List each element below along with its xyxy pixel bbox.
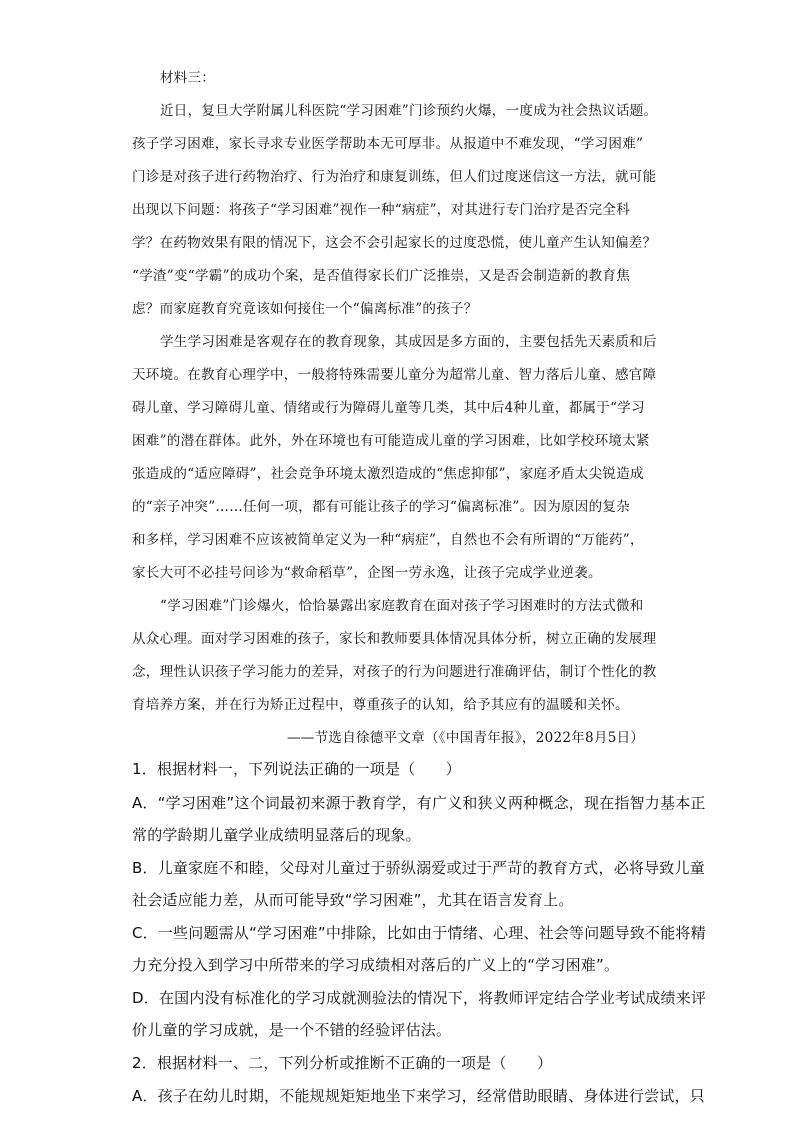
- option-a: A．孩子在幼儿时期，不能规规矩矩地坐下来学习，经常借助眼睛、身体进行尝试，只: [132, 1087, 705, 1105]
- paragraph-line: 的“亲子冲突”……任何一项，都有可能让孩子的学习“偏离标准”。因为原因的复杂: [132, 499, 631, 515]
- option-b-continued: 社会适应能力差，从而可能导致“学习困难”，尤其在语言发育上。: [132, 891, 574, 909]
- paragraph-line: 虑？而家庭教育究竟该如何接住一个“偏离标准”的孩子？: [132, 301, 478, 317]
- paragraph-line: “学习困难”门诊爆火，恰恰暴露出家庭教育在面对孩子学习困难时的方法式微和: [160, 598, 644, 614]
- paragraph-line: 学生学习困难是客观存在的教育现象，其成因是多方面的，主要包括先天素质和后: [160, 334, 657, 350]
- paragraph-line: 育培养方案，并在行为矫正过程中，尊重孩子的认知，给予其应有的温暖和关怀。: [132, 697, 629, 713]
- paragraph-line: 门诊是对孩子进行药物治疗、行为治疗和康复训练，但人们过度迷信这一方法，就可能: [132, 169, 657, 185]
- paragraph-line: 家长大可不必挂号问诊为“救命稻草”，企图一劳永逸，让孩子完成学业逆袭。: [132, 565, 602, 581]
- material-heading: 材料三：: [160, 70, 216, 86]
- option-a-continued: 常的学龄期儿童学业成绩明显落后的现象。: [132, 826, 421, 844]
- paragraph-line: 从众心理。面对学习困难的孩子，家长和教师要具体情况具体分析，树立正确的发展理: [132, 631, 657, 647]
- paragraph-line: 出现以下问题：将孩子“学习困难”视作一种“病症”，对其进行专门治疗是否完全科: [132, 202, 631, 218]
- paragraph-line: “学渣”变“学霸”的成功个案，是否值得家长们广泛推崇，又是否会制造新的教育焦: [132, 268, 631, 284]
- source-citation: ——节选自徐德平文章（《中国青年报》，2022年8月5日）: [287, 730, 645, 746]
- paragraph-line: 学？在药物效果有限的情况下，这会不会引起家长的过度恐慌，使儿童产生认知偏差？: [132, 235, 657, 251]
- option-c: C．一些问题需从“学习困难”中排除，比如由于情绪、心理、社会等问题导致不能将精: [132, 924, 706, 942]
- paragraph-line: 碍儿童、学习障碍儿童、情绪或行为障碍儿童等几类，其中后4种儿童，都属于“学习: [132, 400, 645, 416]
- paragraph-line: 念，理性认识孩子学习能力的差异，对孩子的行为问题进行准确评估，制订个性化的教: [132, 664, 657, 680]
- paragraph-line: 近日，复旦大学附属儿科医院“学习困难”门诊预约火爆，一度成为社会热议话题。: [160, 103, 658, 119]
- option-b: B．儿童家庭不和睦，父母对儿童过于骄纵溺爱或过于严苛的教育方式，必将导致儿童: [132, 859, 705, 877]
- paragraph-line: 张造成的“适应障碍”，社会竞争环境太激烈造成的“焦虑抑郁”，家庭矛盾太尖锐造成: [132, 466, 644, 482]
- question-stem: 1．根据材料一，下列说法正确的一项是（ ）: [132, 760, 461, 778]
- option-d: D．在国内没有标准化的学习成就测验法的情况下，将教师评定结合学业考试成绩来评: [132, 989, 707, 1007]
- paragraph-line: 孩子学习困难，家长寻求专业医学帮助本无可厚非。从报道中不难发现，“学习困难”: [132, 136, 644, 152]
- option-c-continued: 力充分投入到学习中所带来的学习成绩相对落后的广义上的“学习困难”。: [132, 956, 620, 974]
- option-a: A．“学习困难”这个词最初来源于教育学，有广义和狭义两种概念，现在指智力基本正: [132, 794, 706, 812]
- paragraph-line: 天环境。在教育心理学中，一般将特殊需要儿童分为超常儿童、智力落后儿童、感官障: [132, 367, 657, 383]
- paragraph-line: 困难”的潜在群体。此外，外在环境也有可能造成儿童的学习困难，比如学校环境太紧: [132, 433, 650, 449]
- paragraph-line: 和多样，学习困难不应该被简单定义为一种“病症”，自然也不会有所谓的“万能药”，: [132, 532, 644, 548]
- option-d-continued: 价儿童的学习成就，是一个不错的经验评估法。: [132, 1021, 452, 1039]
- question-stem: 2．根据材料一、二，下列分析或推断不正确的一项是（ ）: [132, 1054, 553, 1072]
